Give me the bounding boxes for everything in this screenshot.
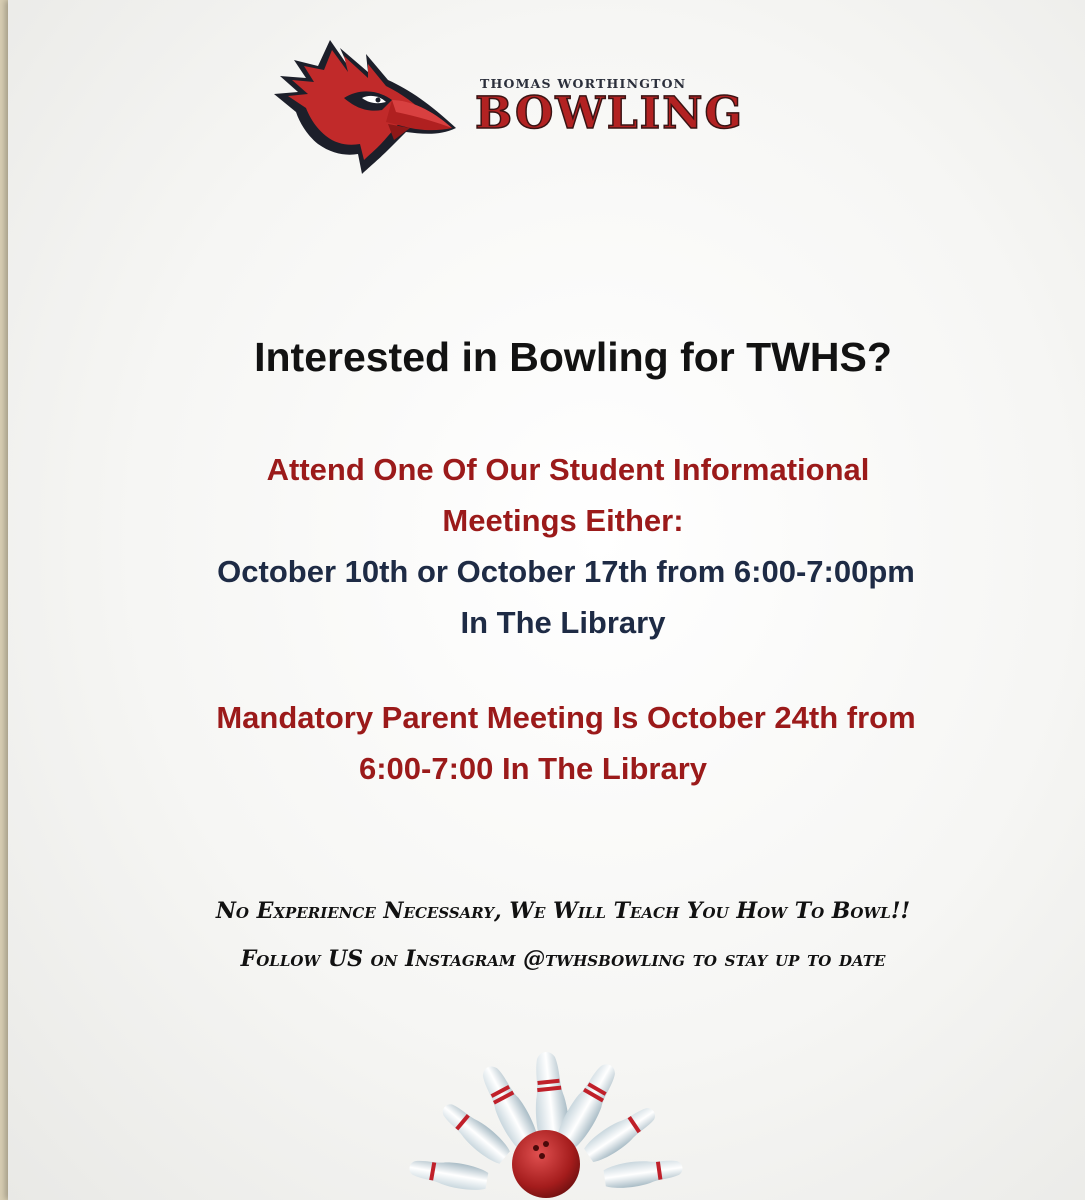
logo-school-name: THOMAS WORTHINGTON xyxy=(480,76,687,91)
student-meetings-section xyxy=(8,444,1085,648)
footer-no-experience: No Experience Necessary, We Will Teach You How To Bowl!! xyxy=(215,898,911,924)
student-meetings-line2: Meetings Either: xyxy=(442,503,684,538)
cardinal-head-icon xyxy=(270,36,460,176)
student-meetings-dates: October 10th or October 17th from 6:00-7:00pm xyxy=(217,554,915,589)
parent-meeting-line1: Mandatory Parent Meeting Is October 24th from xyxy=(216,700,916,735)
flyer-page xyxy=(8,0,1085,1200)
parent-meeting-line2: 6:00-7:00 In The Library xyxy=(358,751,707,786)
logo-sport-title: BOWLING xyxy=(475,88,745,139)
parent-meeting-section xyxy=(8,692,1085,794)
footer-instagram: Follow US on Instagram @twhsbowling to stay up to date xyxy=(240,946,886,972)
student-meetings-line1: Attend One Of Our Student Informational xyxy=(266,452,870,487)
student-meetings-location: In The Library xyxy=(460,605,666,640)
team-logo xyxy=(270,36,810,186)
bowling-pins-strike-icon xyxy=(396,1040,696,1200)
page-headline: Interested in Bowling for TWHS? xyxy=(254,334,892,380)
